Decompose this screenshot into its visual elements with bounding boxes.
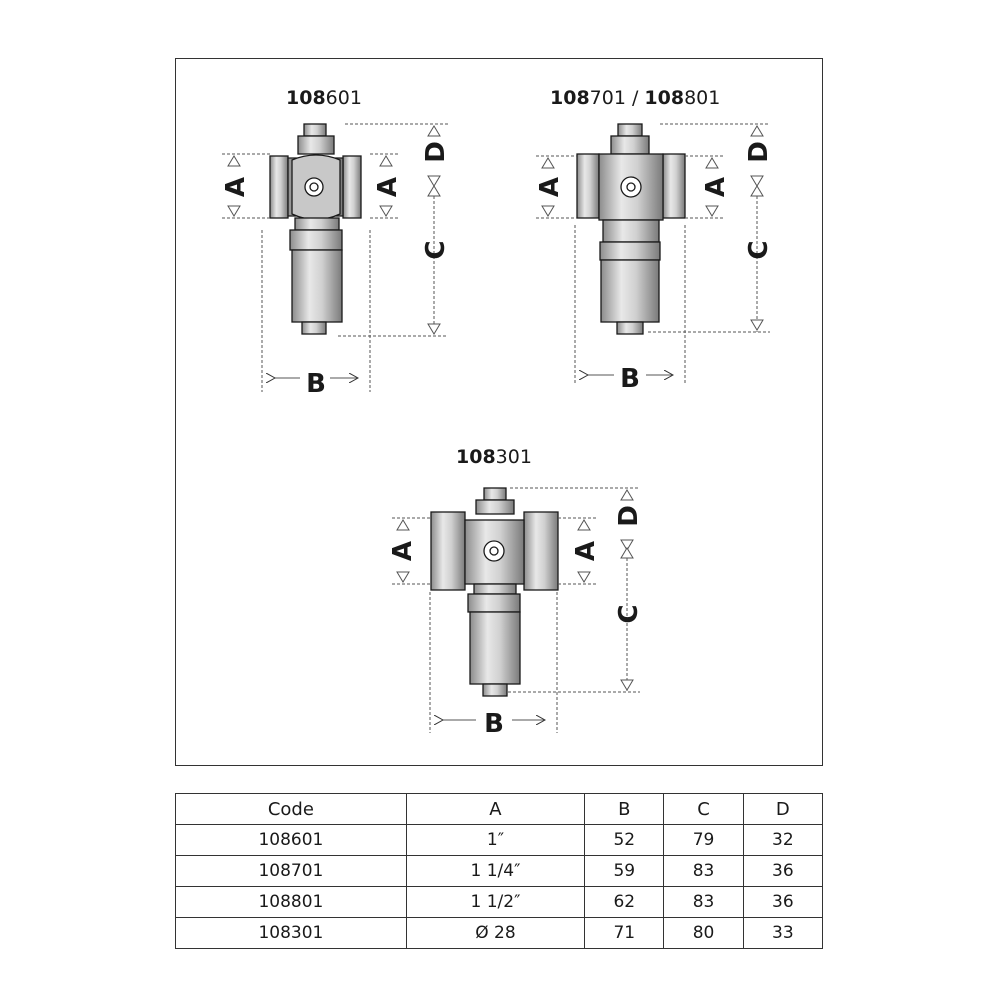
valve-108301 bbox=[431, 488, 558, 696]
cell-code: 108801 bbox=[176, 887, 407, 918]
valve-108601 bbox=[270, 124, 361, 334]
valve-108701-108801 bbox=[577, 124, 685, 334]
dim-label-b-1: B bbox=[306, 369, 326, 399]
model-label-108601: 108601 bbox=[286, 87, 362, 109]
cell-c: 80 bbox=[664, 918, 743, 949]
cell-code: 108301 bbox=[176, 918, 407, 949]
cell-a: Ø 28 bbox=[406, 918, 584, 949]
model-label-108701-108801: 108701 / 108801 bbox=[550, 87, 721, 109]
model-label-108301: 108301 bbox=[456, 446, 532, 468]
cell-d: 36 bbox=[743, 856, 822, 887]
cell-c: 83 bbox=[664, 856, 743, 887]
table-header-row bbox=[176, 794, 823, 825]
cell-code: 108701 bbox=[176, 856, 407, 887]
dim-label-a-2-right: A bbox=[701, 176, 731, 198]
table-row bbox=[176, 825, 823, 856]
dim-label-a-3-right: A bbox=[571, 540, 601, 562]
cell-a: 1 1/2″ bbox=[406, 887, 584, 918]
dimensions-table bbox=[175, 793, 823, 949]
cell-d: 36 bbox=[743, 887, 822, 918]
cell-b: 59 bbox=[585, 856, 664, 887]
dim-label-a-1-left: A bbox=[221, 176, 251, 198]
dim-label-b-3: B bbox=[484, 709, 504, 739]
cell-b: 71 bbox=[585, 918, 664, 949]
dim-label-c-2: C bbox=[744, 240, 774, 260]
cell-d: 33 bbox=[743, 918, 822, 949]
dim-label-d-1: D bbox=[421, 141, 451, 163]
column-header-code: Code bbox=[176, 794, 407, 825]
cell-a: 1 1/4″ bbox=[406, 856, 584, 887]
dim-label-d-2: D bbox=[744, 141, 774, 163]
dim-label-d-3: D bbox=[614, 505, 644, 527]
dim-label-b-2: B bbox=[620, 364, 640, 394]
cell-c: 79 bbox=[664, 825, 743, 856]
cell-c: 83 bbox=[664, 887, 743, 918]
cell-code: 108601 bbox=[176, 825, 407, 856]
dim-label-c-3: C bbox=[614, 604, 644, 624]
table-row bbox=[176, 856, 823, 887]
column-header-b: B bbox=[585, 794, 664, 825]
table-row bbox=[176, 887, 823, 918]
cell-a: 1″ bbox=[406, 825, 584, 856]
dim-label-a-1-right: A bbox=[373, 176, 403, 198]
column-header-a: A bbox=[406, 794, 584, 825]
table-row bbox=[176, 918, 823, 949]
column-header-d: D bbox=[743, 794, 822, 825]
cell-d: 32 bbox=[743, 825, 822, 856]
dim-label-a-2-left: A bbox=[535, 176, 565, 198]
cell-b: 62 bbox=[585, 887, 664, 918]
column-header-c: C bbox=[664, 794, 743, 825]
dim-label-a-3-left: A bbox=[388, 540, 418, 562]
cell-b: 52 bbox=[585, 825, 664, 856]
dim-label-c-1: C bbox=[421, 240, 451, 260]
